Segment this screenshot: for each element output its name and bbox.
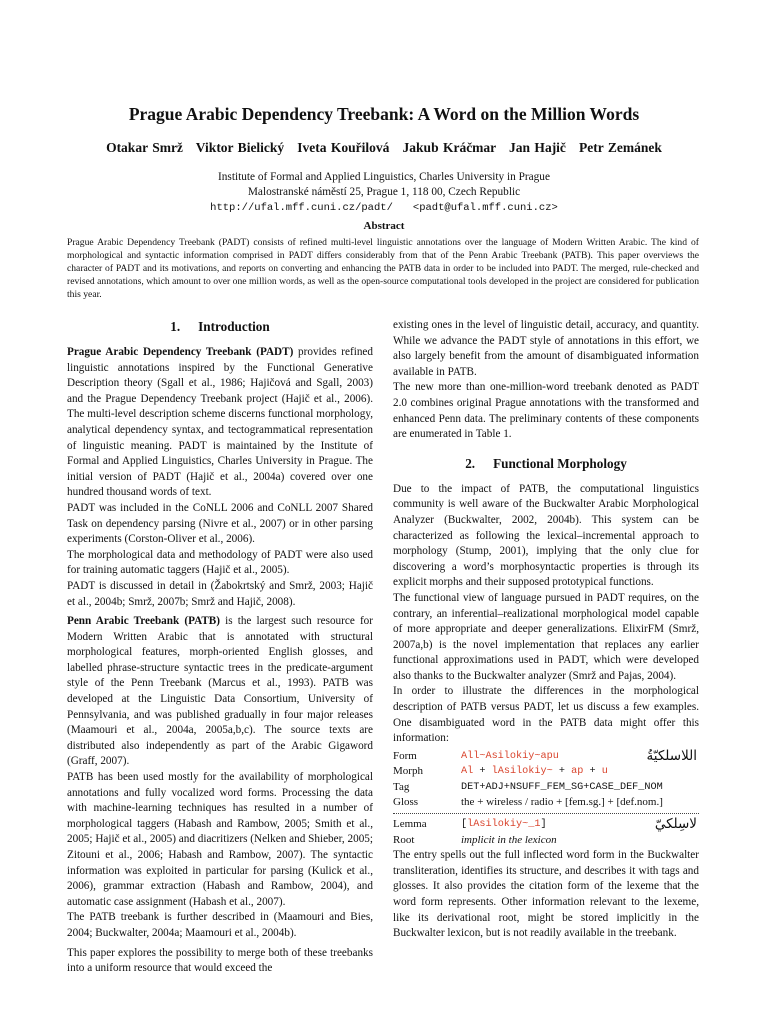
plus-sign: + [589,766,596,778]
affiliation-line-2: Malostranské náměstí 25, Prague 1, 118 00, Czech Republic [247,186,521,198]
example-row-tag [393,780,699,795]
section-number: 2. [465,455,476,471]
lemma-label: Lemma [393,818,427,831]
contact-email[interactable]: <padt@ufal.mff.cuni.cz> [412,202,558,214]
form-label: Form [393,749,417,762]
lemma-bracket-open: [ [461,819,468,831]
morph-part: Al [461,766,474,778]
tag-label: Tag [393,780,410,793]
form-value: All~Asilokiy~apu [461,750,559,762]
paragraph-conll: PADT was included in the CoNLL 2006 and CoNLL 2007 Shared Task on dependency parsing (Nivre et al., 2007) or in other parsing experiments (Corston-Oliver et al., 2006). [67,501,373,546]
paragraph-patb-usage: PATB has been used mostly for the availability of morphological annotations and fully vocalized word forms. Processing the data with machine-learning techniques has resulted in a number of morphological taggers (Habash and Rambow, 2005; Smith et al., 2005; Hajič et al., 2005) and diacritizers (Nelken and Shieber, 2005; Zitouni et al., 2006; Habash and Rambow, 2007). The syntactic information was exploited in particular for parsing (Kulick et al., 2006), grammar extraction (Habash and Rambow, 2004), and automatic case assignment (Habash et al., 2007). [67,771,373,908]
example-divider [393,813,699,814]
lemma-bracket-close: ] [540,819,547,831]
section-heading-functional-morphology [393,455,699,473]
padt-lead: Prague Arabic Dependency Treebank (PADT) [67,346,294,358]
paragraph-entry: The entry spells out the full inflected word form in the Buckwalter transliteration, identifies its structure, and describes it with tags and glosses. It also provides the citation form of the lexeme that the word form represents. Other information relevant to the lexeme, like its derivational root, might be stored implicitly in the Buckwalter lexicon, but is not readily available in the treebank. [393,849,699,940]
tag-value: DET+ADJ+NSUFF_FEM_SG+CASE_DEF_NOM [461,781,663,793]
paragraph-patb-refs: The PATB treebank is further described in (Maamouri and Bies, 2004; Buckwalter, 2004a; Maamouri et al., 2004b). [67,911,373,939]
gloss-label: Gloss [393,795,419,808]
morph-part: u [601,766,608,778]
section-heading-introduction [67,318,373,336]
padt-text: provides refined linguistic annotations inspired by the Functional Generative Description theory (Sgall et al., 1986; Hajičová and Sgall, 2003) and the Prague Dependency Treebank project (Hajič et al., 2006). The multi-level description scheme discerns functional morphology, analytical dependency syntax, and tectogrammatical representation of linguistic meaning. PADT is maintained by the Institute of Formal and Applied Linguistics, Charles University in Prague. The initial version of PADT (Hajič et al., 2004a) covered over one hundred thousand words of text. [67,346,373,499]
plus-sign: + [479,766,486,778]
left-column [67,318,373,977]
example-row-gloss [393,795,699,810]
paragraph-examples: In order to illustrate the differences in the morphological description of PATB versus PADT, let us discuss a few examples. One disambiguated word in the PATB data might offer this information: [393,685,699,745]
paragraph-elixirfm: The functional view of language pursued in PADT requires, on the contrary, an inferential–realizational morphological model capable of more appropriate and deeper generalizations. ElixirFM (Smrž, 2007a,b) is the novel implementation that replaces any earlier functional approximations used in PADT, which were developed also thanks to the Buckwalter analyzer (Smrž and Pajas, 2004). [393,591,699,682]
affiliation-line-1: Institute of Formal and Applied Linguistics, Charles University in Prague [218,171,550,183]
lemma-text: lAsilokiy~_1 [467,819,541,831]
right-column [393,318,699,942]
morph-label: Morph [393,765,423,778]
patb-lead: Penn Arabic Treebank (PATB) [67,615,220,628]
example-row-form [393,749,699,764]
paragraph-patb [67,614,373,770]
paragraph-padt [67,345,373,501]
gloss-value: the + wireless / radio + [fem.sg.] + [def.nom.] [461,795,663,808]
paragraph-existing: existing ones in the level of linguistic detail, accuracy, and quantity. While we advance the PADT style of annotations in this effort, we also largely benefit from the amount of disambiguated information available in PATB. [393,319,699,378]
root-value: implicit in the lexicon [461,833,557,846]
root-label: Root [393,833,415,846]
author-list: Otakar Smrž Viktor Bielický Iveta Kouřilová Jakub Kráčmar Jan Hajič Petr Zemánek [106,140,662,155]
morph-part: ap [571,766,584,778]
example-row-root [393,833,699,848]
form-arabic: اللاسلكيّةُ [646,747,697,764]
section-title: Functional Morphology [493,455,627,471]
section-number: 1. [170,319,181,334]
example-row-morph [393,764,699,779]
paragraph-merge: This paper explores the possibility to merge both of these treebanks into a uniform resource that would exceed the [67,946,373,975]
lemma-value [461,817,655,833]
example-row-lemma [393,817,699,832]
paragraph-buckwalter: Due to the impact of PATB, the computational linguistics community is well aware of the Buckwalter Arabic Morphological Analyzer (Buckwalter, 2002, 2004b). This system can be characterized as following the lexical–incremental approach to morphology (Stump, 2001), implying that the only clue for discovering a word’s morphosyntactic properties is through its explicit morphs and their supposed prototypical functions. [393,482,699,589]
contact-line [0,202,768,214]
paragraph-padt-refs: PADT is discussed in detail in (Žabokrtský and Smrž, 2003; Hajič et al., 2004b; Smrž, 2007b; Smrž and Hajič, 2008). [67,579,373,608]
paper-title: Prague Arabic Dependency Treebank: A Word on the Million Words [128,104,640,124]
plus-sign: + [558,766,565,778]
patb-text: is the largest such resource for Modern Written Arabic that is annotated with structural morphological features, morph-oriented English glosses, and labelled phrase-structure syntactic trees in the predicate-argument style of the Penn Treebank (Marcus et al., 1993). PATB was developed at the Linguistic Data Consortium, University of Pennsylvania, and was published gradually in four major releases (Maamouri et al., 2004a, 2005a,b,c). The source texts are distributed also independently as part of the Arabic Gigaword (Graff, 2007). [67,615,373,768]
morph-value [461,764,699,780]
paragraph-padt2: The new more than one-million-word treebank denoted as PADT 2.0 combines original Prague annotations with the transformed and enhanced Penn data. The preliminary contents of these components are enumerated in Table 1. [393,381,699,441]
morphology-example [393,749,699,848]
abstract-text: Prague Arabic Dependency Treebank (PADT) consists of refined multi-level linguistic annotations over the language of Modern Written Arabic. The kind of morphological and syntactic information comprised in PADT differs considerably from that of the Penn Arabic Treebank (PATB). This paper overviews the character of PADT and its motivations, and reports on converting and enhancing the PATB data in order to be included into PADT. The merged, rule-checked and revised annotations, which amount to over one million words, as well as the open-source computational tools developed in the project are considered for publication this year. [67,237,699,300]
project-url[interactable]: http://ufal.mff.cuni.cz/padt/ [210,202,393,214]
lemma-arabic: لاسِلكيّ [654,816,697,833]
morph-part: lAsilokiy~ [491,766,553,778]
abstract-heading: Abstract [363,220,405,232]
paragraph-taggers: The morphological data and methodology of PADT were also used for training automatic taggers (Hajič et al., 2005). [67,548,373,577]
section-title: Introduction [198,319,270,334]
